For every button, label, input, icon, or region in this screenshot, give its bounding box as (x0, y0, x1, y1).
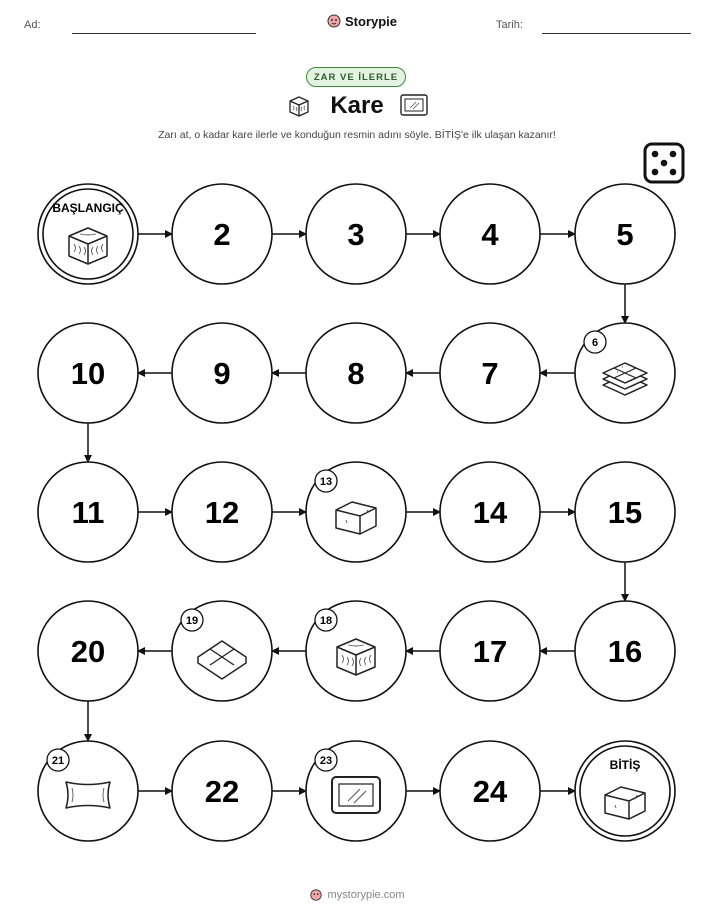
board-space-22[interactable] (172, 741, 272, 841)
footer-url[interactable]: mystorypie.com (327, 889, 405, 901)
board-space-11[interactable] (38, 462, 138, 562)
space-number: 8 (347, 356, 365, 391)
space-number: 20 (70, 634, 106, 669)
board-space-6[interactable] (575, 323, 675, 423)
space-number: 2 (213, 217, 231, 252)
board-space-21[interactable] (38, 741, 138, 841)
space-number: 15 (607, 495, 643, 530)
space-number: 18 (319, 615, 333, 627)
board-space-15[interactable] (575, 462, 675, 562)
board-space-7[interactable] (440, 323, 540, 423)
board-space-19[interactable] (172, 601, 272, 701)
board-space-5[interactable] (575, 184, 675, 284)
space-number: 12 (204, 495, 240, 530)
space-number: 19 (185, 615, 199, 627)
page-title: Kare (330, 92, 384, 119)
board-space-13[interactable] (306, 462, 406, 562)
board-space-14[interactable] (440, 462, 540, 562)
board-space-4[interactable] (440, 184, 540, 284)
board-space-1[interactable] (38, 184, 138, 284)
storypie-logo-icon (309, 888, 323, 902)
board-space-16[interactable] (575, 601, 675, 701)
space-number: 22 (204, 774, 240, 809)
space-number: 7 (481, 356, 499, 391)
tofu-block-icon (336, 502, 376, 534)
space-number: 9 (213, 356, 231, 391)
board-space-12[interactable] (172, 462, 272, 562)
pillow-icon (66, 782, 110, 808)
board-space-18[interactable] (306, 601, 406, 701)
start-label: BAŞLANGIÇ (52, 201, 124, 215)
space-number: 13 (319, 476, 333, 488)
wood-block-icon (69, 228, 107, 264)
board-space-17[interactable] (440, 601, 540, 701)
board-space-3[interactable] (306, 184, 406, 284)
tofu-block-icon (605, 787, 645, 819)
space-number: 3 (347, 217, 365, 252)
board-space-2[interactable] (172, 184, 272, 284)
space-number: 5 (616, 217, 634, 252)
space-number: 17 (472, 634, 508, 669)
footer (0, 888, 714, 902)
wood-block-icon (337, 639, 375, 675)
brand-name: Storypie (345, 13, 398, 29)
space-number: 6 (591, 337, 599, 349)
space-number: 14 (472, 495, 508, 530)
board-space-8[interactable] (306, 323, 406, 423)
board-space-10[interactable] (38, 323, 138, 423)
board-space-20[interactable] (38, 601, 138, 701)
space-number: 24 (472, 774, 508, 809)
space-number: 23 (319, 755, 333, 767)
window-icon (332, 777, 380, 813)
space-number: 16 (607, 634, 643, 669)
game-type-badge: ZAR VE İLERLE (306, 67, 406, 87)
space-number: 11 (71, 495, 105, 530)
finish-label: BİTİŞ (609, 758, 641, 772)
space-number: 4 (481, 217, 499, 252)
date-label: Tarih: (496, 19, 523, 31)
board-space-25[interactable] (575, 741, 675, 841)
board-space-9[interactable] (172, 323, 272, 423)
space-number: 21 (51, 755, 65, 767)
space-number: 10 (70, 356, 106, 391)
name-label: Ad: (24, 19, 41, 31)
board-space-23[interactable] (306, 741, 406, 841)
instructions: Zarı at, o kadar kare ilerle ve konduğun resmin adını söyle. BİTİŞ'e ilk ulaşan kazanır! (158, 129, 556, 141)
board-space-24[interactable] (440, 741, 540, 841)
